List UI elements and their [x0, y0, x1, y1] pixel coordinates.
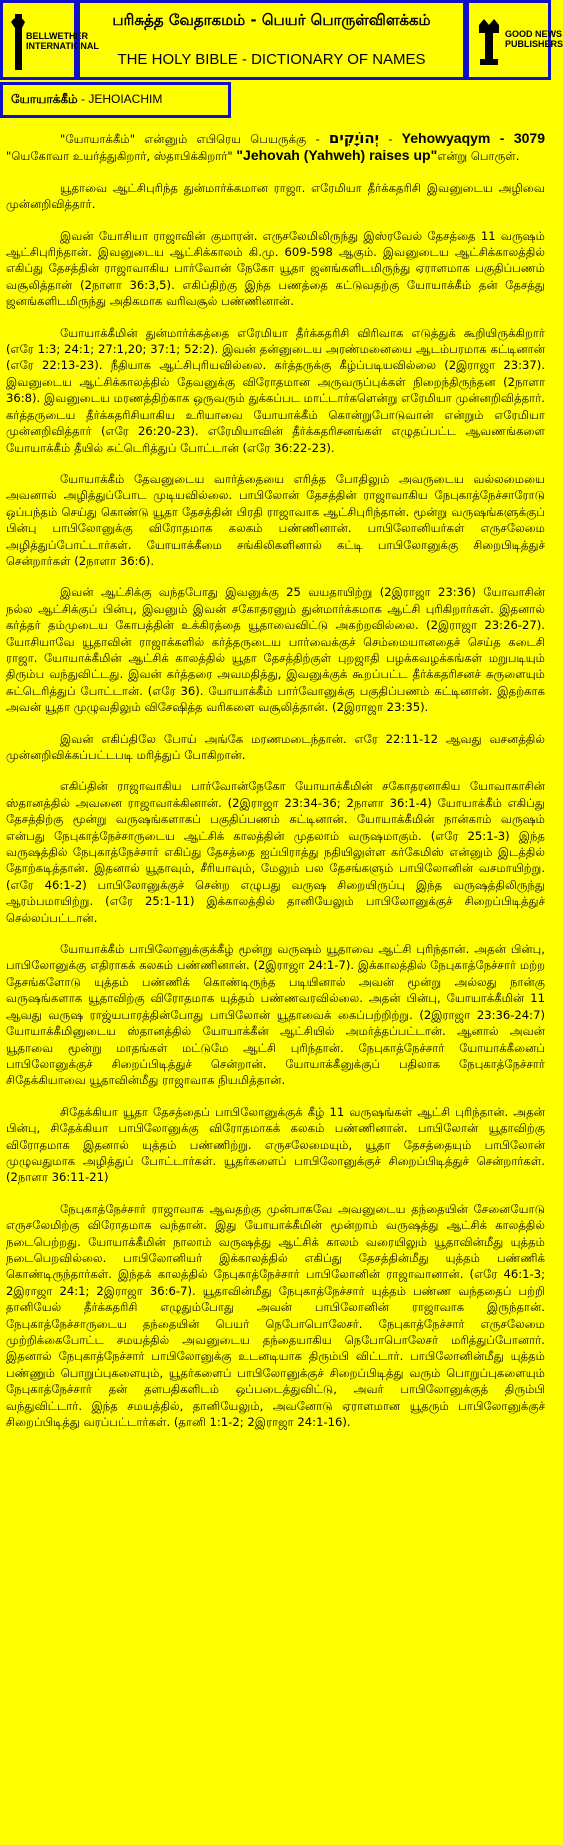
paragraph: இவன் எகிப்திலே போய் அங்கே மரணமடைந்தான். எரே 22:11-12 ஆவது வசனத்தில் முன்னறிவிக்கப்பட்டபடி மரித்துப் போகிறான். [6, 731, 545, 762]
entry-content [6, 130, 545, 1445]
intro-text-3: "யெகோவா உயர்த்துகிறார், ஸ்தாபிக்கிறார்" [6, 149, 237, 164]
title-tamil: பரிசுத்த வேதாகமம் - பெயர் பொருள்விளக்கம் [112, 11, 431, 29]
entry-title-tamil: யோயாக்கீம் [11, 92, 78, 106]
hebrew-name: יְהוֹיָקִים [328, 129, 380, 147]
page-header [0, 0, 563, 80]
paragraph: யோயாக்கீமின் துன்மார்க்கத்தை எரேமியா தீர்க்கதரிசி விரிவாக எடுத்துக் கூறியிருக்கிறார் (எரே 1:3; 24:1; 27:1,20; 37:1; 52:2). இவன் தன்னுடைய அரண்மனையை ஆடம்பரமாக கட்டினான் (எரே 22:13-23). நீதியாக ஆட்சிபுரியவில்லை. கர்த்தருக்கு கீழ்ப்படியவில்லை (2இராஜா 23:37). இவனுடைய ஆட்சிக்காலத்தில் தேவனுக்கு விரோதமான அருவருப்புக்கள் நிறைந்திருந்தன (2நாளா 36:8). இவனுடைய மரணத்திற்காக ஒருவரும் துக்கப்பட மாட்டார்களென்று எரேமியா முன்னறிவித்தார். கர்த்தருடைய தீர்க்கதரிசியாகிய உரியாவை யோயாக்கீம் கொன்றுபோடுவான் என்றும் எரேமியா முன்னறிவித்தார் (எரே 26:20-23). எரேமியாவின் தீர்க்கதரிசனங்கள் எழுதப்பட்ட ஆவணங்களை யோயாக்கீம் தீயில் சுட்டெரித்துப் போட்டான் (எரே 36:22-23). [6, 325, 545, 455]
paragraph: யோயாக்கீம் பாபிலோனுக்குக்கீழ் மூன்று வருஷம் யூதாவை ஆட்சி புரிந்தான். அதன் பின்பு, பாபிலோனுக்கு எதிராகக் கலகம் பண்ணினான். (2இராஜா 24:1-7). இக்காலத்தில் நேபுகாத்நேச்சார் மற்ற தேசங்களோடு யுத்தம் பண்ணிக் கொண்டிருந்த படியினால் அவன் மூன்று அல்லது நான்கு வருஷங்களாக யூதாவிற்கு விரோதமாக யுத்தம் பண்ணவரவில்லை. அதன் பின்பு, யோயாக்கீமின் 11 ஆவது வருஷ ராஜ்யபாரத்தின்போது பாபிலோன் யூதாவைக் கைப்பற்றிற்று. (2இராஜா 23:36-24:7) யோயாக்கீமினுடைய ஸ்தானத்தில் யோயாக்கீன் ஆட்சியில் அமர்த்தப்பட்டான். ஆனால் அவன் யூதாவை மூன்று மாதங்கள் மட்டுமே ஆட்சி புரிந்தான். நேபுகாத்நேச்சார் யோயாக்கீனைப் பாபிலோனுக்குச் சிறைப்பிடித்துச் சென்றான். யோயாக்கீனுக்குப் பதிலாக நேபுகாத்நேச்சார் சிதேக்கியாவை யூதாவின்மீது ராஜாவாக நியமித்தான். [6, 942, 545, 1088]
logo-right-line2: PUBLISHERS [505, 39, 563, 49]
paragraph: சிதேக்கியா யூதா தேசத்தைப் பாபிலோனுக்குக் கீழ் 11 வருஷங்கள் ஆட்சி புரிந்தான். அதன் பின்பு, சிதேக்கியா பாபிலோனுக்கு விரோதமாகக் கலகம் பண்ணினான். பாபிலோன் யூதாவிற்கு விரோதமாக இதனால் யுத்தம் பண்ணிற்று. எருசலேமையும், யூதா தேசத்தையும் பாபிலோன் முழுவதுமாக அழித்துப் போட்டார்கள். யூதர்களைப் பாபிலோனுக்குச் சிறைப்பிடித்துச் சென்றார்கள். (2நாளா 36:11-21) [6, 1104, 545, 1185]
logo-left-line2: INTERNATIONAL [26, 41, 99, 51]
entry-title [0, 82, 231, 118]
entry-title-english: - JEHOIACHIM [77, 92, 163, 106]
paragraph: எகிப்தின் ராஜாவாகிய பார்வோன்நேகோ யோயாக்கீமின் சகோதரனாகிய யோவாகாசின் ஸ்தானத்தில் அவனை ராஜாவாக்கினான். (2இராஜா 23:34-36; 2நாளா 36:1-4) யோயாக்கீம் எகிப்து தேசத்திற்கு மூன்று வருஷங்களாகப் பகுதிப்பணம் கட்டினான். யோயாக்கீமின் நான்காம் வருஷம் என்பது நேபுகாத்நேச்சாருடைய ஆட்சிக் காலத்தின் முதலாம் வருஷமாகும். (எரே 25:1-3) இந்த வருஷத்தில் நேபுகாத்நேச்சார் எகிப்து தேசத்தை ஐப்பிராத்து நதியிலுள்ள கர்கேமிஸ் என்னும் இடத்தில் தோற்கடித்தான். இதனால் யூதாவும், சீரியாவும், மேலும் பல தேசங்களும் பாபிலோனின் வசமாயிற்று. (எரே 46:1-2) பாபிலோனுக்குச் சென்ற எழுபது வருஷ சிறையிருப்பு இந்த வருஷத்திலிருந்து ஆரம்பமாயிற்று. (எரே 25:1-11) இக்காலத்தில் தானியேலும் பாபிலோனுக்குச் சிறைப்பிடித்துச் செல்லப்பட்டான். [6, 779, 545, 925]
paragraph: யோயாக்கீம் தேவனுடைய வார்த்தையை எரித்த போதிலும் அவருடைய வல்லமையை அவனால் அழித்துப்போட முடியவில்லை. பாபிலோன் தேசத்தின் ராஜாவாகிய நேபுகாத்நேச்சாரோடு ஒப்பந்தம் செய்து கொண்டு யூதா தேசத்தின் பிரதி ராஜாவாக ஆட்சிபுரிந்தான். மூன்று வருஷங்களுக்குப் பின்பு பாபிலோனுக்கு விரோதமாக கலகம் பண்ணினான். பாபிலோனியர்கள் எருசலேமை அழித்துப்போட்டார்கள். யோயாக்கீமை சங்கிலிகளினால் கட்டி பாபிலோனுக்கு சிறைபிடித்துச் சென்றார்கள் (2நாளா 36:6). [6, 471, 545, 568]
crown-logo-icon [477, 17, 501, 67]
ram-logo-icon [9, 12, 27, 72]
intro-text-1: "யோயாக்கீம்" என்னும் எபிரெய பெயருக்கு - [60, 132, 329, 146]
transliteration: Yehowyaqym - 3079 [401, 130, 545, 146]
intro-text-4: என்று பொருள். [437, 149, 520, 164]
paragraph: இவன் ஆட்சிக்கு வந்தபோது இவனுக்கு 25 வயதாயிற்று (2இராஜா 23:36) யோவாசின் நல்ல ஆட்சிக்குப் பின்பு, இவனும் இவன் சகோதரனும் துன்மார்க்கமாக ஆட்சி புரிகிறார்கள். இதனால் கர்த்தர் தம்முடைய கோபத்தின் உக்கிரத்தை யூதாவைவிட்டு அகற்றவில்லை. (2இராஜா 23:26-27). யோசியாவே யூதாவின் ராஜாக்களில் கர்த்தருடைய பார்வைக்குச் செம்மையானதைச் செய்த கடைசி ராஜா. யோயாக்கீமின் ஆட்சிக் காலத்தில் யூதா தேசத்திற்குள் புறஜாதி பழக்கவழக்கங்கள் மறுபடியும் திரும்ப வந்துவிட்டது. இவன் கர்த்தரை அவமதித்து, இவனுக்குக் கூறப்பட்ட தீர்க்கதரிசனச் சுருளையும் சுட்டெரித்துப் போட்டான். (எரே 36). யோயாக்கீம் பார்வோனுக்கு பகுதிப்பணம் கட்டினான். இதற்காக அவன் யூதா முழுவதிலும் விசேஷித்த வரிகளை வசூலித்தான். (2இராஜா 23:35). [6, 585, 545, 715]
logo-left-line1: BELLWETHER [26, 31, 88, 41]
intro-paragraph [6, 130, 545, 165]
title-english: THE HOLY BIBLE - DICTIONARY OF NAMES [117, 51, 426, 68]
paragraph: நேபுகாத்நேச்சார் ராஜாவாக ஆவதற்கு முன்பாகவே அவனுடைய தந்தையின் சேனையோடு எருசலேமிற்கு விரோதமாக வந்தான். இது யோயாக்கீமின் மூன்றாம் வருஷத்து ஆட்சிக் காலத்தில் நடைபெற்றது. யோயாக்கீமின் நாலாம் வருஷத்து ஆட்சிக் காலம் வரையிலும் யூதாவின்மீது யுத்தம் நடைபெறவில்லை. பாபிலோனியர் இக்காலத்தில் எகிப்து தேசத்தின்மீது யுத்தம் பண்ணிக் கொண்டிருந்தார்கள். இந்தக் காலத்தில் நேபுகாத்நேச்சார் பாபிலோனின் ராஜாவானான். (எரே 46:1-3; 2இராஜா 24:1; 2இராஜா 36:6-7). யூதாவின்மீது நேபுகாத்நேச்சார் யுத்தம் பண்ண வந்ததைப் பற்றி தானியேல் தீர்க்கதரிசி எழுதும்போது அவன் பாபிலோனின் ராஜாவாக இருந்தான். நேபுகாத்நேச்சாருடைய தந்தையின் பெயர் நெபோபொலேசர். நேபுகாத்நேச்சார் எருசலேமை முற்றிக்கைபோட்ட சமயத்தில் அவனுடைய தந்தையாகிய நெபோபொலேசர் மரித்துப்போனார். இதனால் நேபுகாத்நேச்சார் பாபிலோனுக்கு உடனடியாக திரும்பி விட்டார். பாபிலோனின்மீது யுத்தம் பண்ணும் பொறுப்புகளையும், யூதர்களைப் பாபிலோனுக்குச் சிறைப்பிடித்து வரும் பொறுப்புகளையும் நேபுகாத்நேச்சார் தன் தளபதிகளிடம் ஒப்படைத்துவிட்டு, அவர் பாபிலோனுக்குத் திரும்பி வந்துவிட்டார். இந்த சமயத்தில், தானியேலும், அவனோடு ஏராளமான யூதரும் பாபிலோனுக்குச் சிறைப்பிடித்து வரப்பட்டார்கள். (தானி 1:1-2; 2இராஜா 24:1-16). [6, 1201, 545, 1430]
paragraph: இவன் யோசியா ராஜாவின் குமாரன். எருசலேமிலிருந்து இஸ்ரவேல் தேசத்தை 11 வருஷம் ஆட்சிபுரிந்தான். இவனுடைய ஆட்சிக்காலம் கி.மு. 609-598 ஆகும். இவனுடைய ஆட்சிக்காலத்தில் எகிப்து தேசத்தின் ராஜாவாகிய பார்வோன் நேகோ யூதா ஜனங்களிடமிருந்து ஏராளமாக பகுதிப்பணம் வசூலித்தான் (2நாளா 36:3,5). எகிப்திற்கு இந்த பணத்தை கட்டுவதற்கு யோயாக்கீம் தன் தேசத்து ஜனங்களிடமிருந்து அதிகமாக வரிவசூல் பண்ணினான். [6, 228, 545, 309]
english-meaning: "Jehovah (Yahweh) raises up" [236, 147, 438, 164]
title-box [77, 0, 466, 80]
paragraph: யூதாவை ஆட்சிபுரிந்த துன்மார்க்கமான ராஜா. எரேமியா தீர்க்கதரிசி இவனுடைய அழிவை முன்னறிவித்தார். [6, 180, 545, 212]
intro-text-2: - [379, 132, 402, 146]
bellwether-logo[interactable] [0, 0, 99, 80]
good-news-logo[interactable] [466, 0, 563, 80]
logo-right-line1: GOOD NEWS [505, 29, 563, 39]
